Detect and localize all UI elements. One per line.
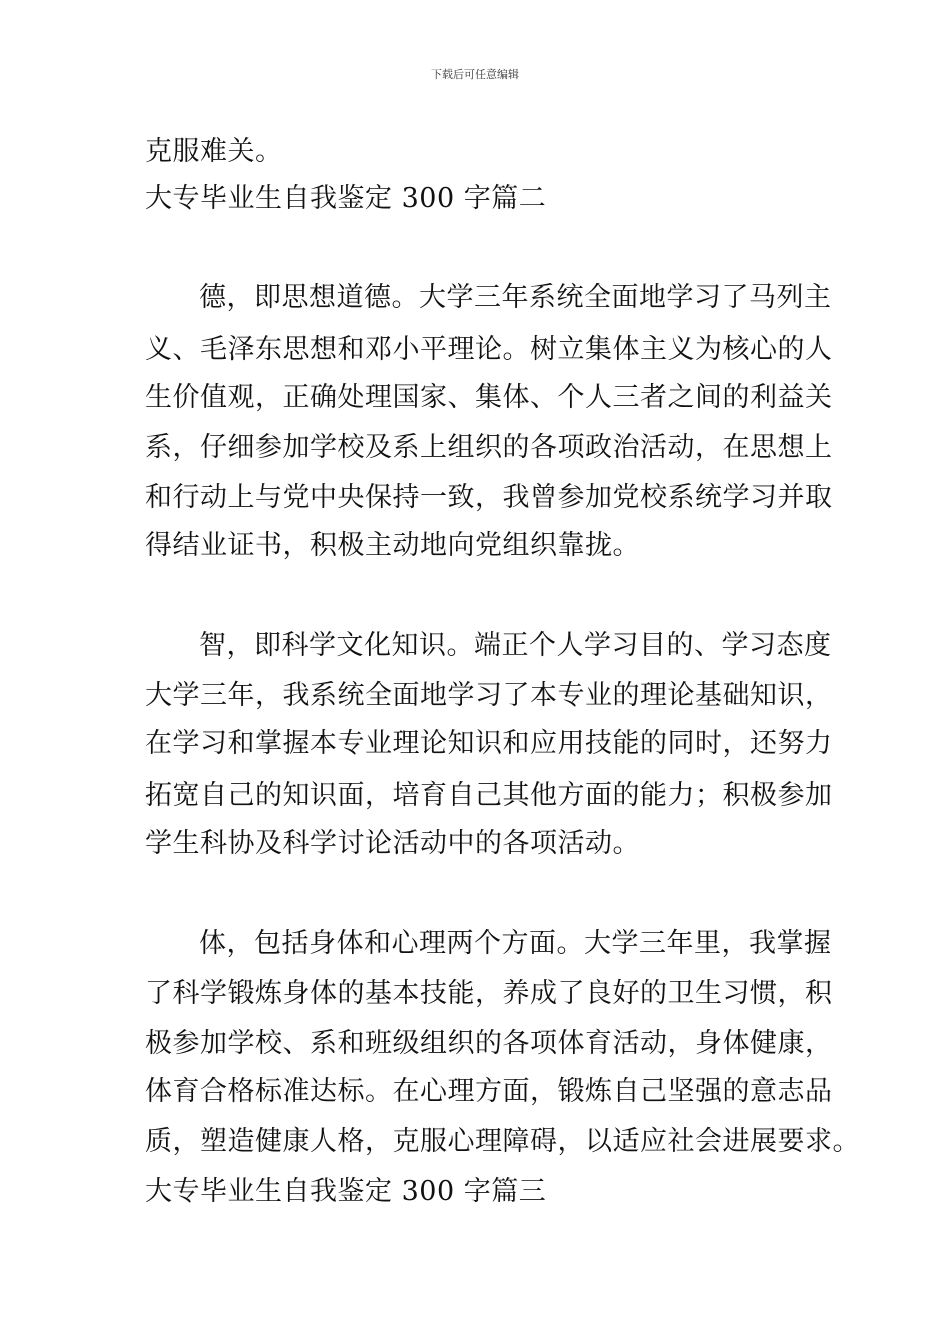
paragraph-line: 系，仔细参加学校及系上组织的各项政治活动，在思想上 [145,432,833,463]
body-text-line: 克服难关。 [145,136,283,167]
paragraph-line: 体育合格标准达标。在心理方面，锻炼自己坚强的意志品 [145,1076,833,1107]
paragraph-line: 德，即思想道德。大学三年系统全面地学习了马列主 [199,282,832,313]
page-header: 下载后可任意编辑 [431,68,519,81]
paragraph-line: 大学三年，我系统全面地学习了本专业的理论基础知识， [145,680,833,711]
paragraph-line: 了科学锻炼身体的基本技能，养成了良好的卫生习惯，积 [145,978,833,1009]
paragraph-line: 极参加学校、系和班级组织的各项体育活动，身体健康， [145,1028,833,1059]
paragraph-line: 拓宽自己的知识面，培育自己其他方面的能力；积极参加 [145,780,833,811]
paragraph-line: 生价值观，正确处理国家、集体、个人三者之间的利益关 [145,382,833,413]
paragraph-line: 在学习和掌握本专业理论知识和应用技能的同时，还努力 [145,728,833,759]
paragraph-line: 学生科协及科学讨论活动中的各项活动。 [145,828,640,859]
section-heading: 大专毕业生自我鉴定 300 字篇二 [145,183,547,214]
paragraph-line: 体，包括身体和心理两个方面。大学三年里，我掌握 [199,928,832,959]
paragraph-line: 质，塑造健康人格，克服心理障碍，以适应社会进展要求。 [145,1126,860,1157]
paragraph-line: 和行动上与党中央保持一致，我曾参加党校系统学习并取 [145,482,833,513]
paragraph-line: 智，即科学文化知识。端正个人学习目的、学习态度 [199,630,832,661]
section-heading: 大专毕业生自我鉴定 300 字篇三 [145,1176,547,1207]
paragraph-line: 得结业证书，积极主动地向党组织靠拢。 [145,530,640,561]
paragraph-line: 义、毛泽东思想和邓小平理论。树立集体主义为核心的人 [145,334,833,365]
